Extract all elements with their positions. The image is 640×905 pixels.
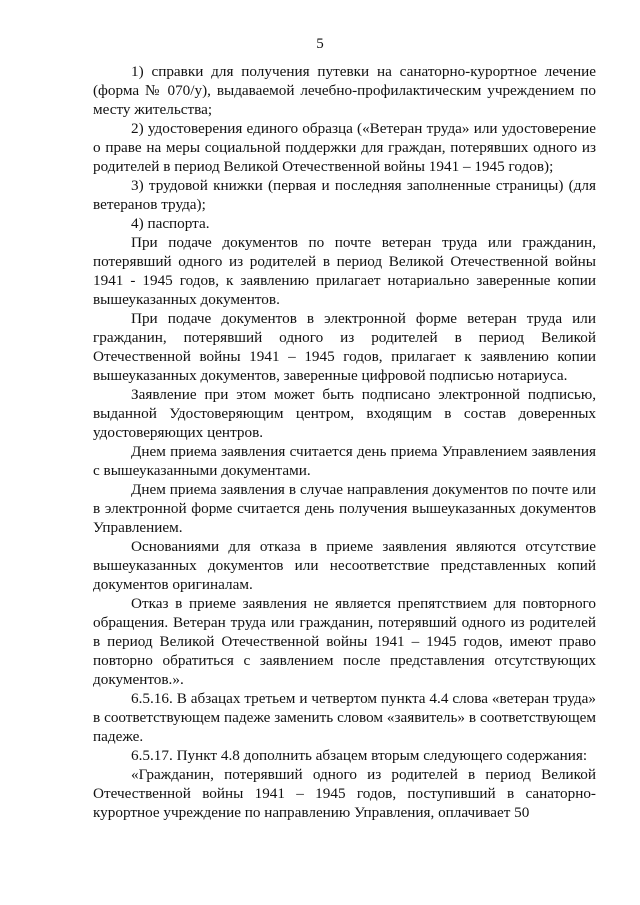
paragraph-certificate-sanatorium: 1) справки для получения путевки на санаторно-курортное лечение (форма № 070/у), выдаваемой лечебно-профилактическим учреждением по месту жительства;	[93, 63, 596, 118]
paragraph-citizen-payment: «Гражданин, потерявший одного из родителей в период Великой Отечественной войны 1941 – 1945 годов, поступивший в санаторно-курортное учреждение по направлению Управления, оплачивает 50	[93, 766, 596, 821]
paragraph-refusal-grounds: Основаниями для отказа в приеме заявления являются отсутствие вышеуказанных документов или несоответствие представленных копий документов оригиналам.	[93, 538, 596, 593]
paragraph-postal-submission: При подаче документов по почте ветеран труда или гражданин, потерявший одного из родителей в период Великой Отечественной войны 1941 - 1945 годов, к заявлению прилагает нотариально заверенные копии вышеуказанных документов.	[93, 234, 596, 308]
paragraph-electronic-signature: Заявление при этом может быть подписано электронной подписью, выданной Удостоверяющим центром, входящим в состав доверенных удостоверяющих центров.	[93, 386, 596, 441]
paragraph-acceptance-date-postal: Днем приема заявления в случае направления документов по почте или в электронной форме считается день получения вышеуказанных документов Управлением.	[93, 481, 596, 536]
page-number: 5	[316, 36, 324, 52]
paragraph-acceptance-date: Днем приема заявления считается день приема Управлением заявления с вышеуказанными документами.	[93, 443, 596, 479]
paragraph-electronic-submission: При подаче документов в электронной форме ветеран труда или гражданин, потерявший одного из родителей в период Великой Отечественной войны 1941 – 1945 годов, прилагает к заявлению копии вышеуказанных документов, заверенные цифровой подписью нотариуса.	[93, 310, 596, 384]
paragraph-6-5-16: 6.5.16. В абзацах третьем и четвертом пункта 4.4 слова «ветеран труда» в соответствующем падеже заменить словом «заявитель» в соответствующем падеже.	[93, 690, 596, 745]
paragraph-veteran-id: 2) удостоверения единого образца («Ветеран труда» или удостоверение о праве на меры социальной поддержки для граждан, потерявших одного из родителей в период Великой Отечественной войны 1941 – 1945 годов);	[93, 120, 596, 175]
paragraph-repeat-application: Отказ в приеме заявления не является препятствием для повторного обращения. Ветеран труда или гражданин, потерявший одного из родителей в период Великой Отечественной войны 1941 – 1945 годов, имеют право повторно обратиться с заявлением после представления отсутствующих документов.».	[93, 595, 596, 688]
paragraph-passport: 4) паспорта.	[131, 215, 210, 232]
document-body	[93, 62, 596, 822]
paragraph-6-5-17: 6.5.17. Пункт 4.8 дополнить абзацем вторым следующего содержания:	[131, 747, 588, 764]
paragraph-work-book: 3) трудовой книжки (первая и последняя заполненные страницы) (для ветеранов труда);	[93, 177, 596, 213]
